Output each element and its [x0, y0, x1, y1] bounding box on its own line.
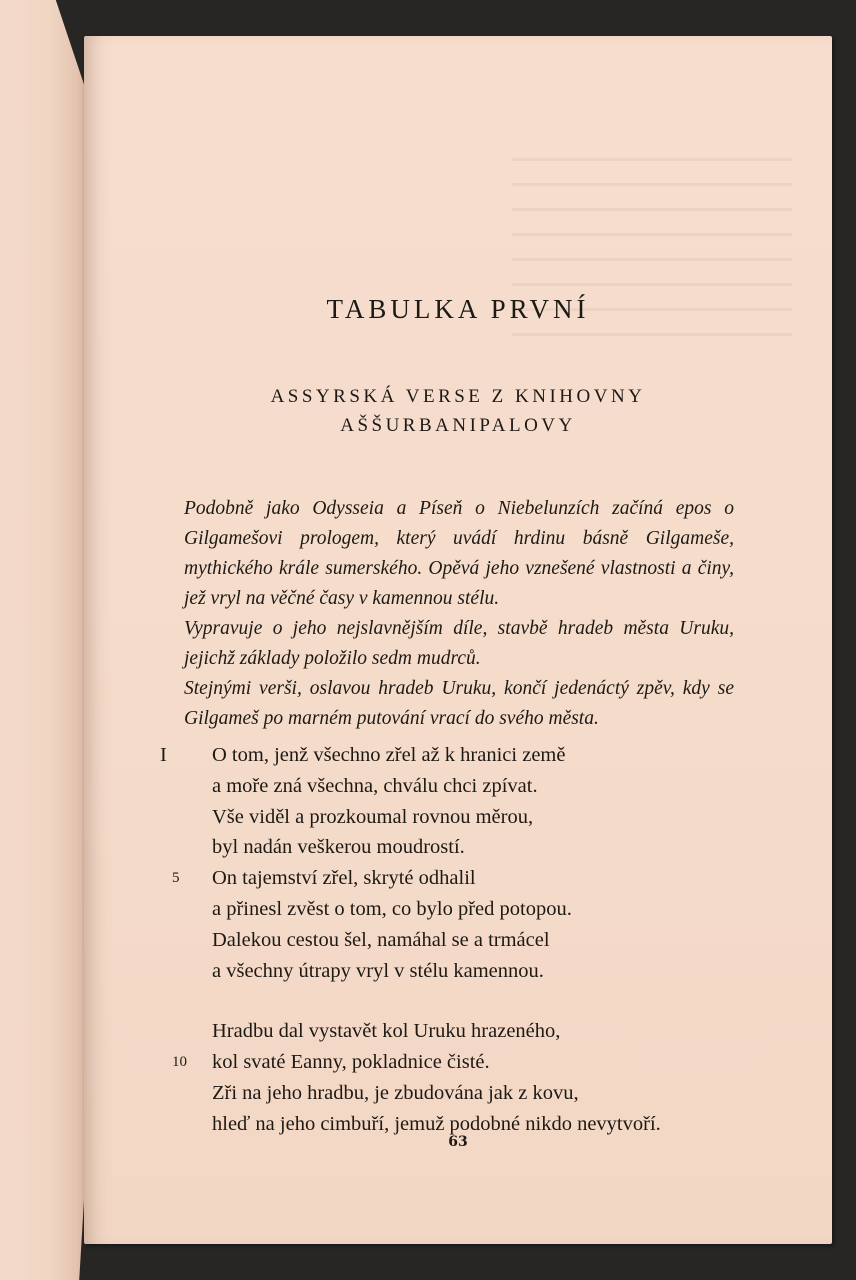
line-number: 10: [172, 1054, 187, 1071]
verse-line: [154, 1078, 804, 1109]
verse-line: [154, 1047, 804, 1078]
intro-paragraph: Podobně jako Odysseia a Píseň o Niebelunzích začíná epos o Gilgamešovi prologem, který uvádí hrdinu básně Gilgameše, mythického krále sumerského. Opěvá jeho vznešené vlastnosti a činy, jež vryl na věčné časy v kamennou stélu.: [184, 498, 734, 609]
subtitle-line: ASSYRSKÁ VERSE Z KNIHOVNY: [270, 386, 646, 407]
verse-text: a přinesl zvěst o tom, co bylo před potopou.: [212, 897, 572, 920]
intro-paragraph: Vypravuje o jeho nejslavnějším díle, stavbě hradeb města Uruku, jejichž základy položilo sedm mudrců.: [184, 618, 734, 669]
verse-text: O tom, jenž všechno zřel až k hranici země: [212, 744, 566, 766]
subtitle-line: AŠŠURBANIPALOVY: [340, 415, 576, 436]
verse-line: [154, 771, 804, 802]
chapter-title: TABULKA PRVNÍ: [326, 294, 590, 324]
verse-line: [154, 863, 804, 894]
stanza: [154, 740, 804, 986]
verse-line: [154, 832, 804, 863]
facing-page-edge: [0, 0, 90, 1280]
page-content: [84, 36, 832, 1244]
intro-paragraphs: [184, 494, 734, 734]
verse-text: hleď na jeho cimbuří, jemuž podobné nikdo nevytvoří.: [212, 1112, 661, 1135]
verse-line: [154, 740, 804, 771]
verse-line: [154, 1016, 804, 1047]
poem: [154, 740, 804, 1140]
verse-text: On tajemství zřel, skryté odhalil: [212, 867, 476, 890]
verse-text: kol svaté Eanny, pokladnice čisté.: [212, 1051, 490, 1074]
verse-text: Zři na jeho hradbu, je zbudována jak z kovu,: [212, 1081, 579, 1104]
chapter-subtitle: [84, 382, 832, 440]
verse-text: byl nadán veškerou moudrostí.: [212, 836, 465, 859]
verse-text: Hradbu dal vystavět kol Uruku hrazeného,: [212, 1020, 561, 1043]
verse-text: a moře zná všechna, chválu chci zpívat.: [212, 774, 538, 797]
verse-line: [154, 925, 804, 956]
verse-line: [154, 802, 804, 833]
line-number: 5: [172, 870, 180, 887]
book-page: [84, 36, 832, 1244]
verse-text: Dalekou cestou šel, namáhal se a trmácel: [212, 928, 550, 951]
verse-line: [154, 956, 804, 987]
page-number: 63: [448, 1134, 468, 1150]
verse-text: Vše viděl a prozkoumal rovnou měrou,: [212, 805, 534, 828]
tablet-marker: I: [160, 744, 167, 766]
stanza: [154, 1016, 804, 1139]
intro-paragraph: Stejnými verši, oslavou hradeb Uruku, končí jedenáctý zpěv, kdy se Gilgameš po marném putování vrací do svého města.: [184, 678, 734, 729]
verse-text: a všechny útrapy vryl v stélu kamennou.: [212, 959, 544, 982]
verse-line: [154, 894, 804, 925]
